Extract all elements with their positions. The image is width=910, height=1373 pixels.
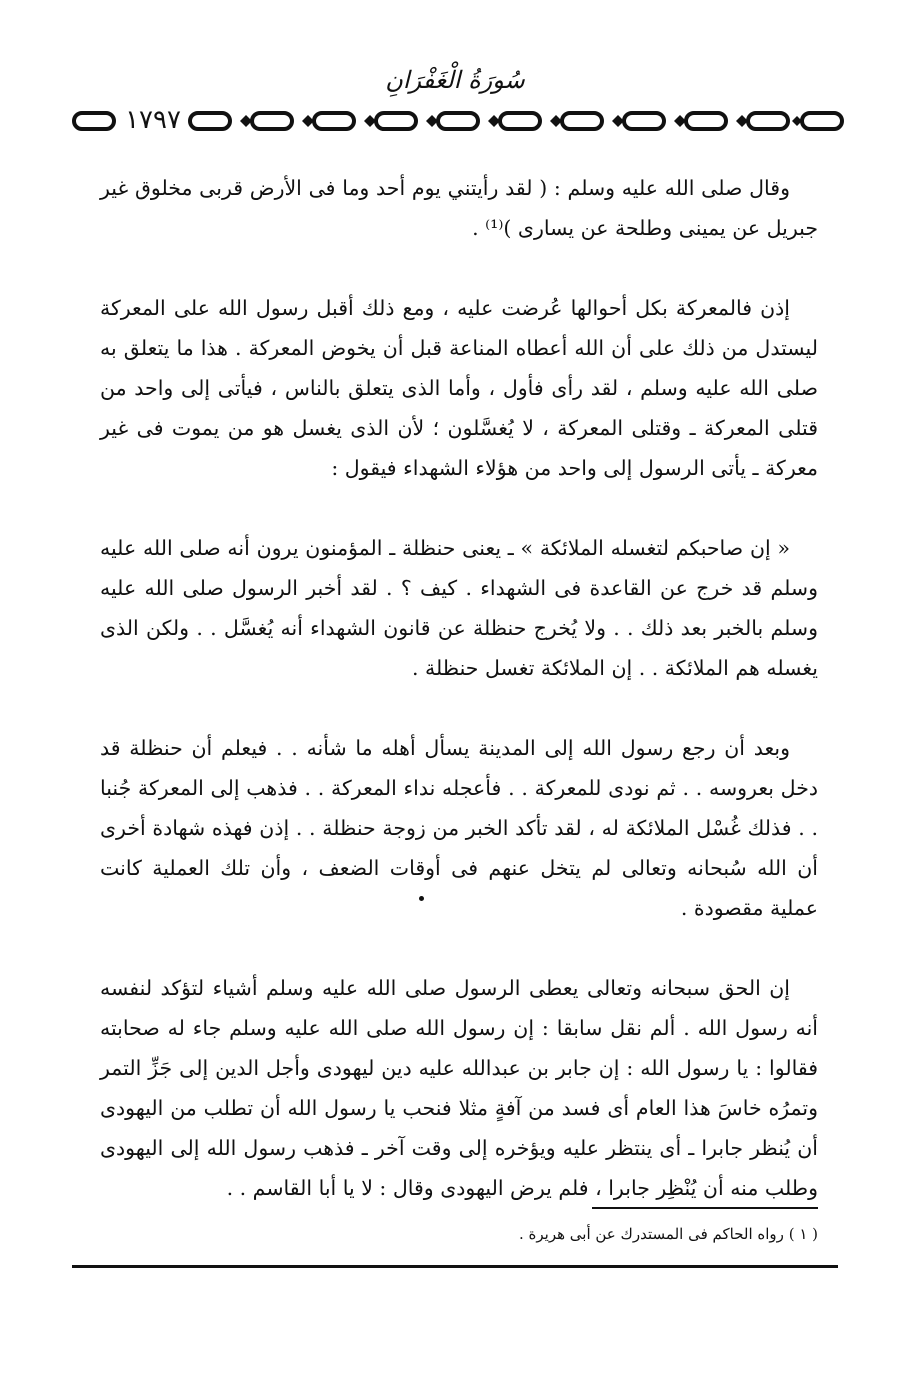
footnote-separator: [592, 1207, 818, 1209]
paragraph: وبعد أن رجع رسول الله إلى المدينة يسأل أهله ما شأنه . . فيعلم أن حنظلة قد دخل بعروسه . . ثم نودى للمعركة . . فأعجله نداء المعركة . . فذهب إلى المعركة جُنبا . . فذلك غُسْل الملائكة له ، لقد تأكد الخبر من زوجة حنظلة . . إذن فهذه شهادة أخرى أن الله سُبحانه وتعالى لم يتخل عنهم فى أوقات الضعف ، وأن تلك العملية كانت عملية مقصودة .: [100, 736, 818, 920]
page-number: ١٧٩٧: [118, 103, 188, 137]
paragraph: « إن صاحبكم لتغسله الملائكة » ـ يعنى حنظلة ـ المؤمنون يرون أنه صلى الله عليه وسلم قد خرج عن القاعدة فى الشهداء . كيف ؟ . لقد أخبر الرسول صلى الله عليه وسلم بالخبر بعد ذلك . . ولا يُخرج حنظلة عن قانون الشهداء أنه يُغسَّل . . ولكن الذى يغسله هم الملائكة . . إن الملائكة تغسل حنظلة .: [100, 536, 818, 680]
footnote: ( ١ ) رواه الحاكم فى المستدرك عن أبى هريرة .: [518, 1225, 818, 1243]
paragraph: وقال صلى الله عليه وسلم : ( لقد رأيتني يوم أحد وما فى الأرض قربى مخلوق غير جبريل عن يمينى وطلحة عن يسارى )⁽¹⁾ .: [100, 176, 818, 240]
paragraph: إذن فالمعركة بكل أحوالها عُرضت عليه ، ومع ذلك أقبل رسول الله على المعركة ليستدل من ذلك على أن الله أعطاه المناعة قبل أن يخوض المعركة . هذا ما يتعلق به صلى الله عليه وسلم ، لقد رأى فأول ، وأما الذى يتعلق بالناس ، فيأتى إلى واحد من قتلى المعركة ـ وقتلى المعركة ، لا يُغسَّلون ؛ لأن الذى يغسل هو من يموت فى غير معركة ـ يأتى الرسول إلى واحد من هؤلاء الشهداء فيقول :: [100, 296, 818, 480]
bottom-rule: [72, 1265, 838, 1268]
paragraph: إن الحق سبحانه وتعالى يعطى الرسول صلى الله عليه وسلم أشياء لتؤكد لنفسه أنه رسول الله . ألم نقل سابقا : إن رسول الله صلى الله عليه وسلم جاء له صحابته فقالوا : يا رسول الله : إن جابر بن عبدالله عليه دين ليهودى وأجل الدين إلى جَزِّ التمر وتمرُه خاسَ هذا العام أى فسد من آفةٍ مثلا فنحب يا رسول الله أن تطلب من اليهودى أن يُنظر جابرا ـ أى ينتظر عليه ويؤخره إلى وقت آخر ـ فذهب رسول الله إلى اليهودى وطلب منه أن يُنْظِر جابرا ، فلم يرض اليهودى وقال : لا يا أبا القاسم . .: [100, 976, 818, 1200]
main-text: [100, 168, 818, 1248]
stray-dot: [419, 896, 424, 901]
running-title: سُورَةُ الْغَفْرَانِ: [385, 66, 525, 94]
